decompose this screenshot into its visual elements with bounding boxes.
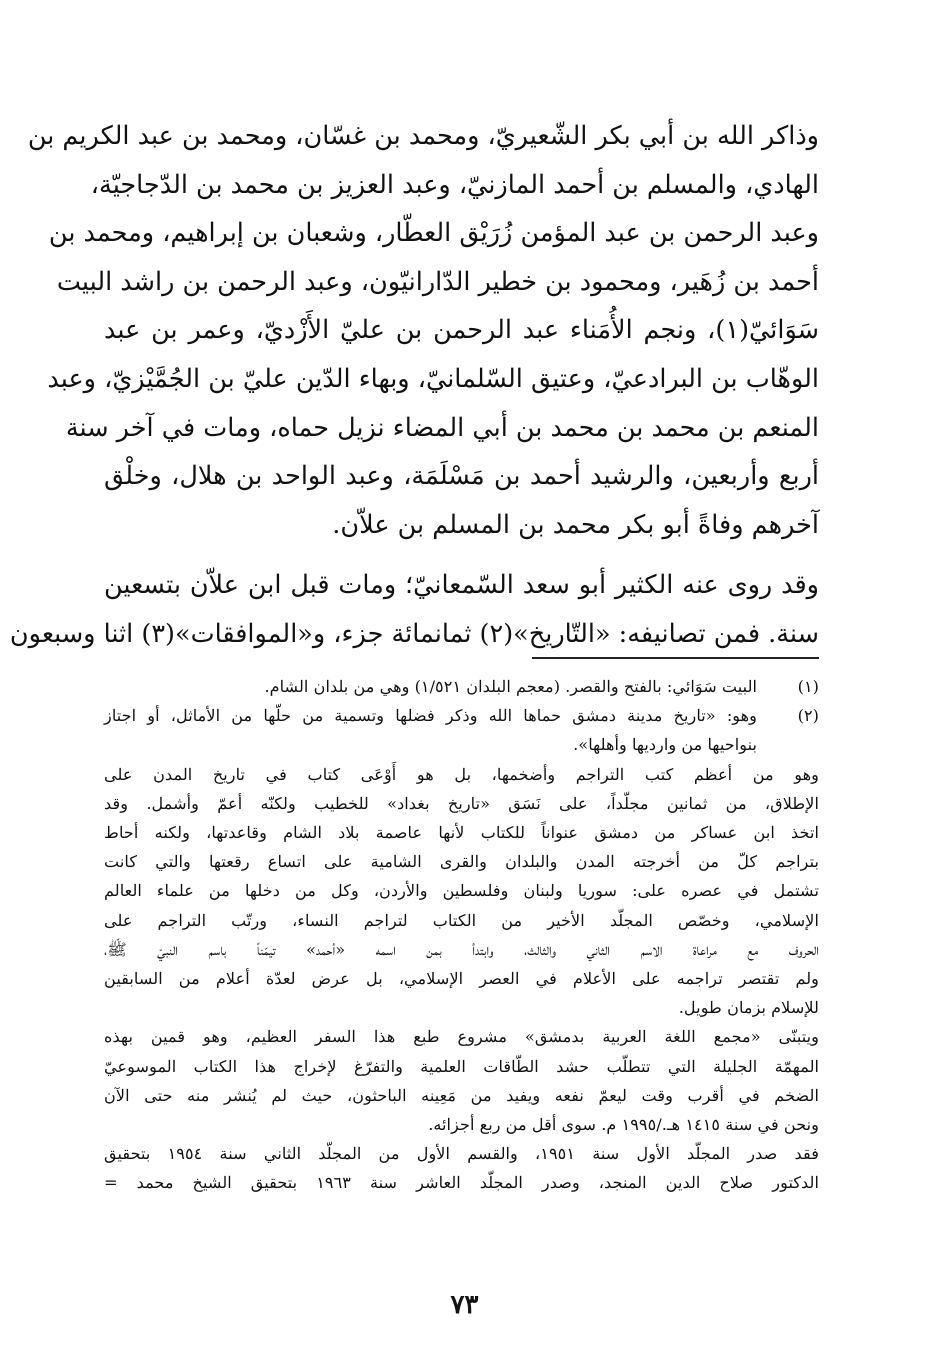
footnote-2-continuation-a xyxy=(104,760,819,1023)
page-number: ٧٣ xyxy=(450,1290,479,1320)
text-line: المنعم بن محمد بن محمد بن أبي المضاء نزيل حماه، ومات في آخر سنة xyxy=(65,412,819,443)
footnote-line: البيت سَوَائي: بالفتح والقصر. (معجم البلدان ١/٥٢١) وهي من بلدان الشام. xyxy=(264,677,757,696)
text-line: سنة. فمن تصانيفه: «التّاريخ»(٢) ثمانمائة جزء، و«الموافقات»(٣) اثنا وسبعون xyxy=(9,618,819,649)
text-line: الهادي، والمسلم بن أحمد المازنيّ، وعبد العزيز بن محمد بن الدّجاجيّة، xyxy=(90,169,819,200)
footnote-line: فقد صدر المجلّد الأول سنة ١٩٥١، والقسم الأول من المجلّد الثاني سنة ١٩٥٤ بتحقيق xyxy=(104,1144,819,1164)
footnote-number: (٢) xyxy=(797,706,819,726)
paragraph-1 xyxy=(27,112,819,549)
footnote-number: (١) xyxy=(797,677,819,696)
footnote-line: المهمّة الجليلة التي تتطلّب حشد الطّاقات العلمية والتفرّغ لإخراج هذا الكتاب الموسوعيّ xyxy=(104,1056,819,1076)
footnote-line: للإسلام بزمان طويل. xyxy=(678,998,819,1018)
text-line: أربع وأربعين، والرشيد أحمد بن مَسْلَمَة، وعبد الواحد بن هلال، وخلْق xyxy=(104,461,819,492)
footnote-line: الضخم في أقرب وقت ليعمّ نفعه ويفيد من مَعِينه الباحثون، حيث لم يُنشر منه حتى الآن xyxy=(104,1085,819,1105)
paragraph-2 xyxy=(9,561,819,658)
footnote-line: الدكتور صلاح الدين المنجد، وصدر المجلّد العاشر سنة ١٩٦٣ بتحقيق الشيخ محمد = xyxy=(104,1173,819,1193)
footnote-1 xyxy=(104,672,819,701)
footnote-line: الإسلامي، وخصّص المجلّد الأخير من الكتاب لتراجم النساء، ورتّب التراجم على xyxy=(104,910,819,930)
main-text xyxy=(9,112,819,659)
text-line: وعبد الرحمن بن عبد المؤمن زُرَيْق العطّار، وشعبان بن إبراهيم، ومحمد بن xyxy=(48,218,819,249)
footnote-line: ولم تقتصر تراجمه على الأعلام في العصر الإسلامي، بل عرض لعدّة أعلام من السابقين xyxy=(104,969,819,989)
footnote-line: وهو: «تاريخ مدينة دمشق حماها الله وذكر فضلها وتسمية من حلّها من الأماثل، أو اجتاز xyxy=(104,706,757,726)
footnote-2-continuation-c xyxy=(104,1139,819,1197)
footnotes xyxy=(104,672,819,1198)
text-line: وذاكر الله بن أبي بكر الشّعيريّ، ومحمد بن غسّان، ومحمد بن عبد الكريم بن xyxy=(27,121,819,151)
text-line: أحمد بن زُهَير، ومحمود بن خطير الدّارانيّون، وعبد الرحمن بن راشد البيت xyxy=(56,266,819,297)
text-line: سَوَائيّ(١)، ونجم الأُمَناء عبد الرحمن بن عليّ الأَزْديّ، وعمر بن عبد xyxy=(104,315,819,346)
footnote-line: الإطلاق، من ثمانين مجلّداً، على نَسَق «تاريخ بغداد» للخطيب ولكنّه أعمّ وأشمل. وقد xyxy=(104,793,819,813)
footnote-line: بتراجم كلّ من أخرجته المدن والبلدان والقرى الشامية على اتساع رقعتها والتي كانت xyxy=(104,852,819,872)
footnote-line: بنواحيها من وارديها وأهلها». xyxy=(573,735,757,755)
text-line: وقد روى عنه الكثير أبو سعد السّمعانيّ؛ ومات قبل ابن علاّن بتسعين xyxy=(104,570,819,601)
text-line: آخرهم وفاةً أبو بكر محمد بن المسلم بن علاّن. xyxy=(332,509,819,540)
footnote-line: ويتبنّى «مجمع اللغة العربية بدمشق» مشروع طبع هذا السفر العظيم، وهو قمين بهذه xyxy=(104,1027,819,1047)
footnote-line: تشتمل في عصره على: سوريا ولبنان وفلسطين والأردن، وكل من دخلها من علماء العالم xyxy=(104,881,819,901)
footnote-line: ونحن في سنة ١٤١٥ هـ./١٩٩٥ م. سوى أقل من ربع أجزائه. xyxy=(428,1115,819,1135)
footnote-2 xyxy=(104,701,819,759)
footnote-separator xyxy=(532,657,819,659)
footnote-2-continuation-b xyxy=(104,1022,819,1139)
footnote-line: اتخذ ابن عساكر من دمشق عنواناً للكتاب لأنها عاصمة بلاد الشام وقاعدتها، ولكنه أحاط xyxy=(104,823,819,843)
footnote-line: وهو من أعظم كتب التراجم وأضخمها، بل هو أَوْعَى كتاب في تاريخ المدن على xyxy=(104,764,819,784)
footnote-line: الحروف مع مراعاة الاسم الثاني والثالث، وابتدأ بمن اسمه «أحمد» تيمّناً باسم النبيّ ﷺ، xyxy=(104,939,819,959)
text-line: الوهّاب بن البرادعيّ، وعتيق السّلمانيّ، وبهاء الدّين عليّ بن الجُمَّيْزيّ، وعبد xyxy=(47,363,819,394)
